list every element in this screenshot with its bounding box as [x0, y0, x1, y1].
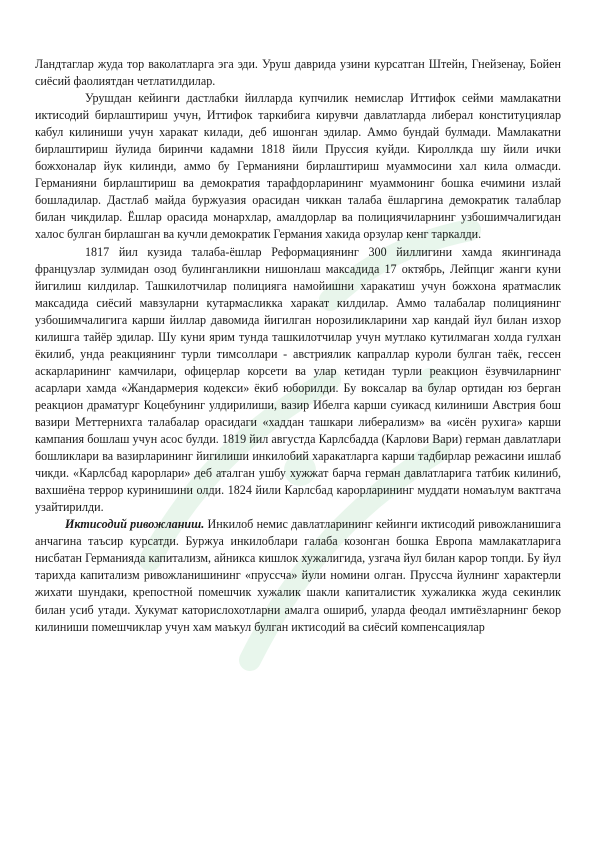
paragraph-2: Урушдан кейинги дастлабки йилларда купчилик немислар Иттифок сейми мамлакатни иктисодий бирлаштириш учун, Иттифок таркибига кирувчи давлатларда либерал конституциялар кабул килиниши учун харакат килади, деб ишонган эдилар. Аммо бундай булмади. Мамлакатни бирлаштириш йулида биринчи кадамни 1818 йили Пруссия куйди. Кироллкда шу йили ички божхоналар йук килинди, аммо бу Германияни бирлаштириш муаммосини хал кила олмасди. Германияни бирлаштириш ва демократия тарафдорларининг муаммонинг бошка ечимини излай бошладилар. Дастлаб майда буржуазия орасидан чиккан талаба ёшларгина демократик талаблар билан чикдилар. Ёшлар орасида монархлар, амалдорлар ва полициячиларнинг узбошимчалигидан халос булган бирлашган ва кучли демократик Германия хакида орзулар кенг таркалди. [35, 91, 561, 242]
paragraph-1: Ландтаглар жуда тор ваколатларга эга эди. Уруш даврида узини курсатган Штейн, Гнейзенау, Бойен сиёсий фаолиятдан четлатилдилар. [35, 57, 561, 89]
body-text [35, 56, 561, 636]
section-text: Инкилоб немис давлатларининг кейинги иктисодий ривожланишига анчагина таъсир курсатди. Буржуа инкилоблари галаба козонган бошка Европа мамлакатларига нисбатан Германияда капитализм, айникса кишлок хужалигида, узгача йул билан карор топди. Бу йул тарихда капитализм ривожланишининг «пруссча» йули номини олган. Пруссча йулнинг характерли жихати шундаки, крепостной помешчик хужалик шакли капиталистик хужаликка жуда секинлик билан усиб утади. Хукумат каторислохотларни амалга ошириб, уларда феодал имтиёзларнинг бекор килиниши помешчиклар учун хам маъкул булган иктисодий ва сиёсий компенсациялар [35, 517, 561, 634]
section-heading: Иктисодий ривожланиш. [65, 517, 205, 532]
paragraph-3: 1817 йил кузида талаба-ёшлар Реформациянинг 300 йиллигини хамда якингинада французлар зулмидан озод булинганликни нишонлаш максадида 17 октябрь, Лейпциг жанги куни йигилиш килдилар. Ташкилотчилар полицияга намойишни харакатиш учун божхона яратмаслик максадида сиёсий мавзуларни кутармасликка харакат килдилар. Аммо талабалар полициянинг узбошимчалигига карши йиллар давомида йигилган норозиликларини хар кандай йул билан изхор килишга тайёр эдилар. Шу куни ярим тунда ташкилотчилар учун мутлако кутилмаган холда гулхан ёкилиб, унда реакциянинг турли тимсоллари - австриялик капраллар куроли булган таёк, гессен аскарларининг камчилари, офицерлар корсети ва улар кетидан турли реакцион ёзувчиларнинг асарлари хамда «Жандармерия кодекси» ёкиб юборилди. Бу воксалар ва булар ортидан юз берган реакцион драматург Коцебунинг улдирилиши, вазир Ибелга карши суикасд килиниши Австрия бош вазири Меттернихга талабалар орасидаги «хаддан ташкари либерализм» ва «исён рухига» карши кампания бошлаш учун асос булди. 1819 йил августда Карлсбадда (Карлови Вари) герман давлатлари бошликлари ва вазирларининг йигилиши инкилобий харакатларга карши тадбирлар режасини ишлаб чикди. «Карлсбад карорлари» деб аталган ушбу хужжат барча герман давлатларига татбик килиниб, вахшиёна террор куринишини олди. 1824 йили Карлсбад карорларининг муддати номаълум вактгача узайтирилди. [35, 244, 561, 515]
paragraph-4 [35, 516, 561, 635]
